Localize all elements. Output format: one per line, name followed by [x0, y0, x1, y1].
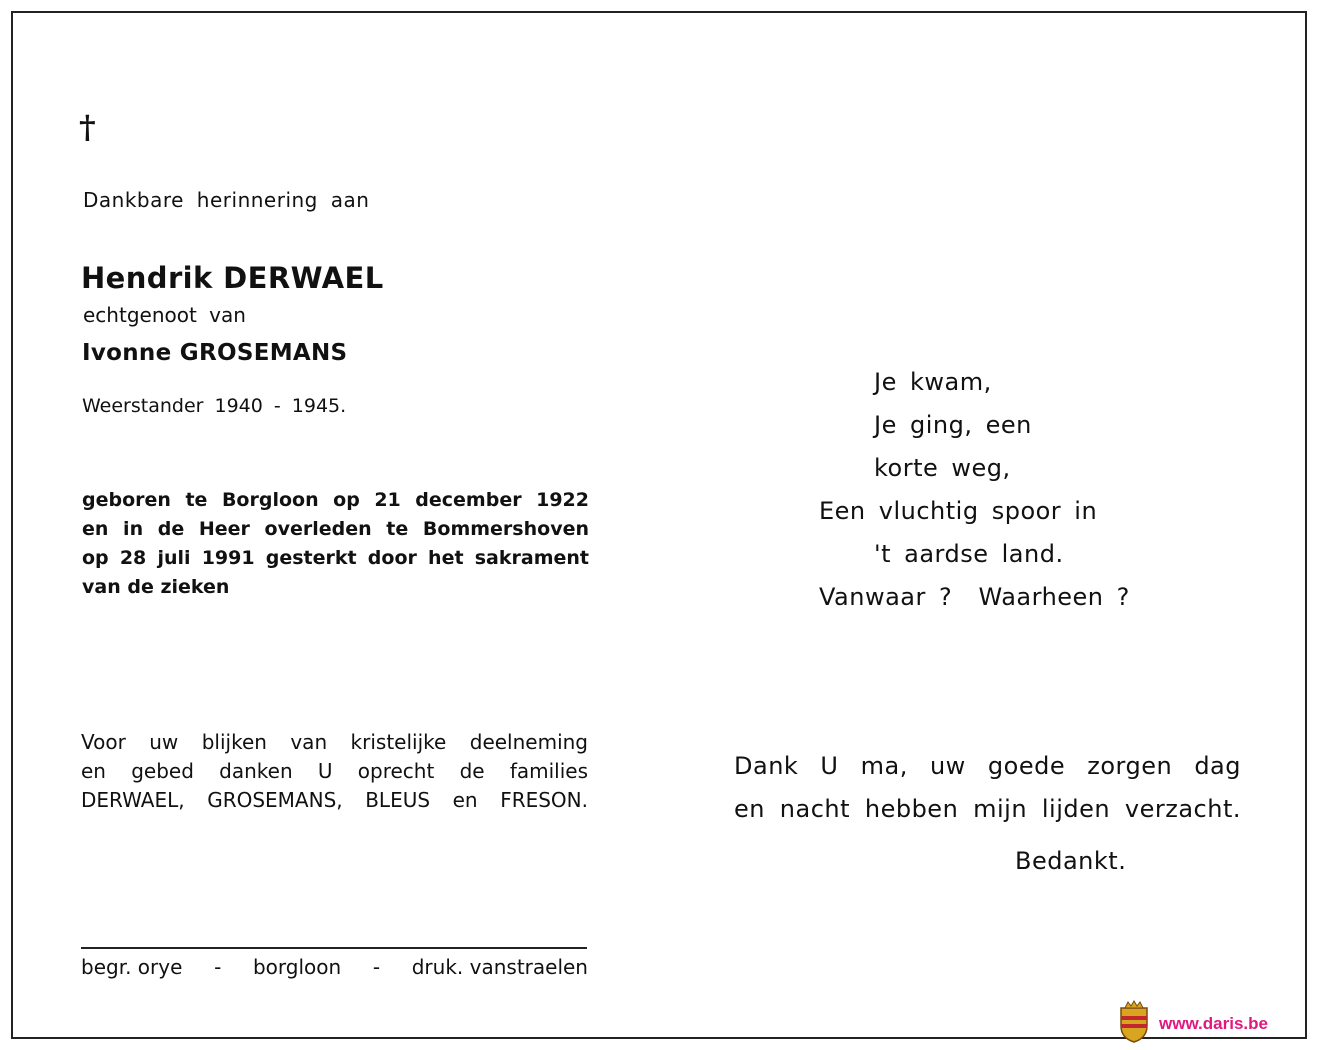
dedication-line: Dank U ma, uw goede zorgen dag [734, 752, 1241, 780]
poem-line: korte weg, [874, 454, 1011, 482]
cross-icon: † [79, 108, 96, 146]
bedankt-text: Bedankt. [1015, 847, 1127, 875]
intro-text: Dankbare herinnering aan [83, 188, 370, 212]
thanks-line: en gebed danken U oprecht de families [81, 759, 588, 783]
dedication-line: en nacht hebben mijn lijden verzacht. [734, 795, 1241, 823]
printer-separator: - [214, 955, 222, 979]
bio-line: op 28 juli 1991 gesterkt door het sakrament [82, 547, 589, 569]
thanks-line: Voor uw blijken van kristelijke deelneming [81, 730, 588, 754]
divider [81, 947, 587, 949]
thanks-paragraph [81, 728, 588, 815]
spouse-name: Ivonne GROSEMANS [82, 340, 348, 366]
printer-separator: - [372, 955, 381, 979]
poem-line: Je ging, een [874, 411, 1032, 439]
biography [82, 486, 589, 602]
bio-line: geboren te Borgloon op 21 december 1922 [82, 489, 589, 511]
printer-part: borgloon [252, 955, 342, 979]
printer-part: druk. vanstraelen [411, 955, 588, 979]
poem-line: Je kwam, [874, 368, 992, 396]
thanks-line: DERWAEL, GROSEMANS, BLEUS en FRESON. [81, 788, 588, 812]
dedication [734, 745, 1241, 831]
bio-line: van de zieken [82, 576, 230, 598]
spouse-label: echtgenoot van [83, 303, 246, 327]
watermark-link[interactable]: www.daris.be [1159, 1014, 1268, 1033]
deceased-name: Hendrik DERWAEL [81, 261, 384, 295]
memorial-card [11, 11, 1307, 1039]
poem-line: Een vluchtig spoor in [819, 497, 1098, 525]
poem-line: Vanwaar ? Waarheen ? [819, 583, 1130, 611]
printer-part: begr. orye [81, 955, 183, 979]
poem-line: 't aardse land. [874, 540, 1064, 568]
resistance-note: Weerstander 1940 - 1945. [82, 395, 347, 417]
coat-of-arms-icon [1117, 1000, 1151, 1048]
printer-line [81, 955, 588, 979]
bio-line: en in de Heer overleden te Bommershoven [82, 518, 589, 540]
watermark[interactable] [1117, 1000, 1268, 1048]
